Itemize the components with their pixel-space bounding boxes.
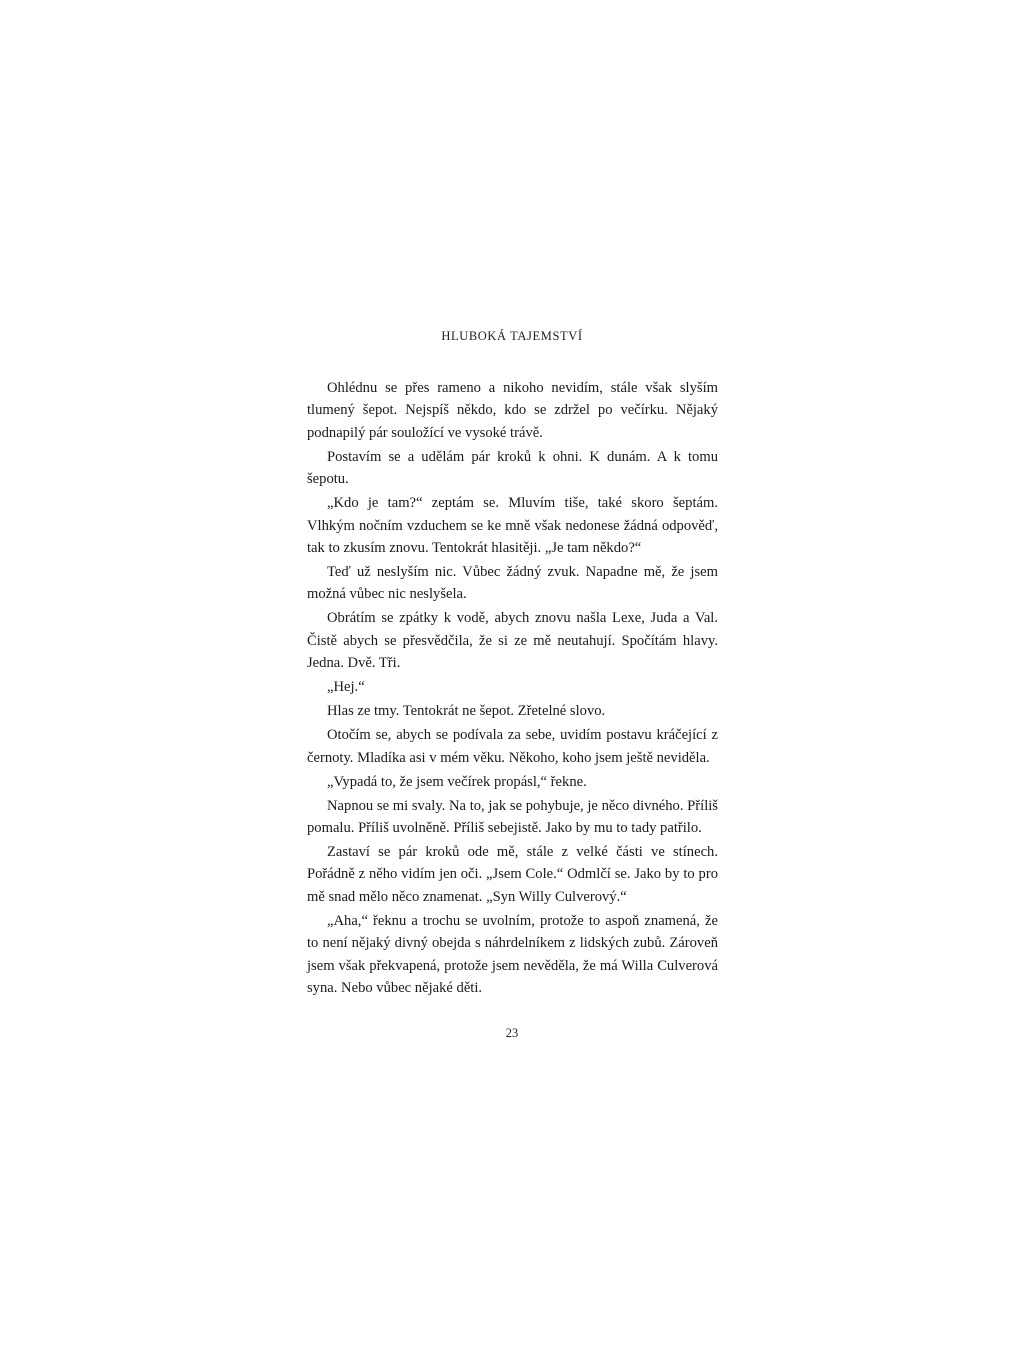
paragraph: „Aha,“ řeknu a trochu se uvolním, protože to aspoň znamená, že to není nějaký divný obejda s náhrdelníkem z lidských zubů. Zároveň jsem však překvapená, protože jsem nevěděla, že má Willa Culverová syna. Nebo vůbec nějaké děti. bbox=[307, 912, 718, 997]
running-head-title: HLUBOKÁ TAJEMSTVÍ bbox=[441, 329, 583, 343]
paragraph: Postavím se a udělám pár kroků k ohni. K dunám. A k tomu šepotu. bbox=[307, 448, 718, 488]
paragraph: Hlas ze tmy. Tentokrát ne šepot. Zřetelné slovo. bbox=[327, 703, 606, 720]
body-text bbox=[307, 377, 718, 1001]
page-number: 23 bbox=[505, 1026, 519, 1040]
paragraph: Ohlédnu se přes rameno a nikoho nevidím, stále však slyším tlumený šepot. Nejspíš někdo, kdo se zdržel po večírku. Nějaký podnapilý pár souložící ve vysoké trávě. bbox=[307, 380, 718, 441]
paragraph: Teď už neslyším nic. Vůbec žádný zvuk. Napadne mě, že jsem možná vůbec nic neslyšela. bbox=[307, 564, 718, 603]
paragraph: Obrátím se zpátky k vodě, abych znovu našla Lexe, Juda a Val. Čistě abych se přesvědčila, že si ze mě neutahují. Spočítám hlavy. Jedna. Dvě. Tři. bbox=[307, 610, 718, 672]
paragraph: Otočím se, abych se podívala za sebe, uvidím postavu kráčející z černoty. Mladíka asi v mém věku. Někoho, koho jsem ještě neviděla. bbox=[307, 727, 718, 766]
paragraph: „Vypadá to, že jsem večírek propásl,“ řekne. bbox=[327, 773, 587, 790]
paragraph: „Kdo je tam?“ zeptám se. Mluvím tiše, také skoro šeptám. Vlhkým nočním vzduchem se ke mně však nedonese žádná odpověď, tak to zkusím znovu. Tentokrát hlasitěji. „Je tam někdo?“ bbox=[307, 495, 718, 557]
paragraph: Napnou se mi svaly. Na to, jak se pohybuje, je něco divného. Příliš pomalu. Příliš uvolněně. Příliš sebejistě. Jako by mu to tady patřilo. bbox=[307, 797, 718, 837]
paragraph: Zastaví se pár kroků ode mě, stále z velké části ve stínech. Pořádně z něho vidím jen oči. „Jsem Cole.“ Odmlčí se. Jako by to pro mě snad mělo něco znamenat. „Syn Willy Culverový.“ bbox=[307, 844, 718, 905]
paragraph: „Hej.“ bbox=[327, 679, 365, 696]
